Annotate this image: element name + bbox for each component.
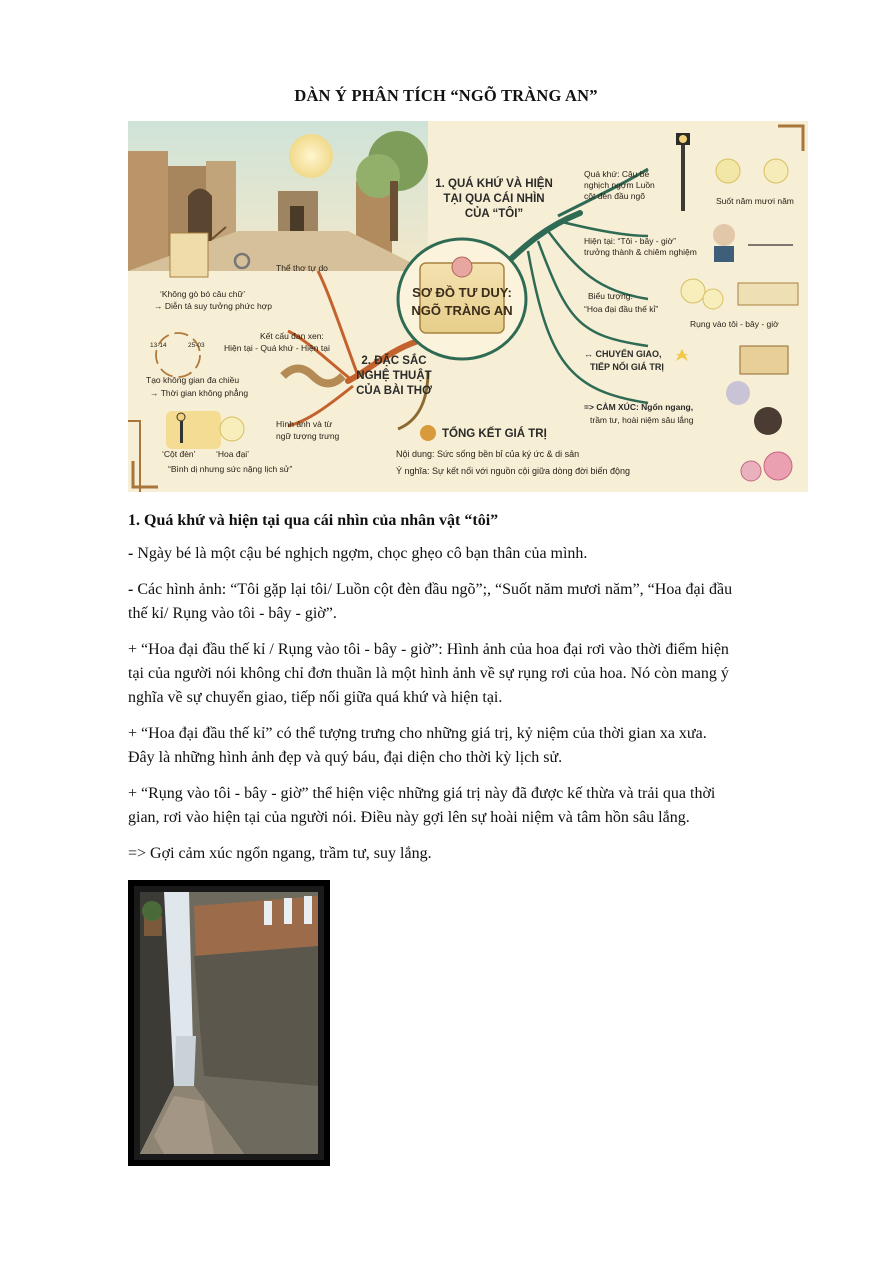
lotus-icon xyxy=(764,452,792,480)
paragraph-5-line2: gian, rơi vào hiện tại của người nói. Điều này gợi lên sự hoài niệm và tâm hồn sâu lắng. xyxy=(128,809,690,826)
flower-icon xyxy=(716,159,740,183)
right-emotion1: => CẢM XÚC: Ngổn ngang, xyxy=(584,402,694,412)
left-scroll-icon xyxy=(170,233,208,277)
summary-content: Nội dung: Sức sống bền bỉ của ký ức & di sản xyxy=(396,449,580,459)
glow-panel xyxy=(166,411,221,449)
paragraph-4-line1: + “Hoa đại đầu thế kỉ” có thể tượng trưng cho những giá trị, kỷ niệm của thời gian xa xưa. xyxy=(128,725,707,742)
small-flower-icon xyxy=(220,417,244,441)
book-icon xyxy=(740,346,788,374)
left-nocage1: ‘Không gò bó câu chữ’ xyxy=(160,289,246,299)
person-silhouette-icon xyxy=(754,407,782,435)
right-transfer2: TIẾP NỐI GIÁ TRỊ xyxy=(590,362,664,372)
flower-icon-2 xyxy=(764,159,788,183)
alley-photo xyxy=(128,880,330,1166)
paragraph-1-text: Ngày bé là một cậu bé nghịch ngợm, chọc ghẹo cô bạn thân của mình. xyxy=(137,545,588,562)
paragraph-1-dash: - xyxy=(128,545,134,562)
left-structure2: Hiện tại - Quá khứ - Hiện tại xyxy=(224,343,330,353)
right-symbol1: Biểu tượng: xyxy=(588,291,633,301)
branch2-line3: CỦA BÀI THƠ xyxy=(356,385,432,397)
page-title: DÀN Ý PHÂN TÍCH “NGÕ TRÀNG AN” xyxy=(294,86,598,105)
paragraph-5-line1: + “Rụng vào tôi - bây - giờ” thể hiện việc những giá trị này đã được kế thừa và trải qua thời xyxy=(128,785,716,802)
left-imagery2: ngữ tượng trưng xyxy=(276,431,340,441)
paragraph-2-dash: - xyxy=(128,581,134,598)
left-structure1: Kết cấu đan xen: xyxy=(260,331,324,341)
right-past1: Quá khứ: Cậu bé xyxy=(584,169,650,179)
paragraph-3-line2: tại của người nói không chỉ đơn thuần là một hình ảnh về sự rụng rơi của hoa. Nó còn mang ý xyxy=(128,665,729,682)
left-simple: “Bình dị nhưng sức nặng lịch sử” xyxy=(168,464,293,474)
flowers-icon xyxy=(681,279,705,303)
left-lamp: ‘Cột đèn’ xyxy=(162,449,196,459)
mindmap-center-line1: SƠ ĐỒ TƯ DUY: xyxy=(412,285,512,300)
paragraph-3-line1: + “Hoa đại đầu thế kỉ / Rụng vào tôi - bây - giờ”: Hình ảnh của hoa đại rơi vào thời điểm hiện xyxy=(128,641,729,658)
branch1-line3: CỦA “TÔI” xyxy=(464,208,524,220)
left-space2: → Thời gian không phẳng xyxy=(150,388,249,398)
moon-icon xyxy=(289,134,333,178)
paragraph-2-line2: thế kỉ/ Rụng vào tôi - bây - giờ”. xyxy=(128,605,337,622)
paragraph-6: => Gợi cảm xúc ngổn ngang, trầm tư, suy lắng. xyxy=(128,845,432,862)
left-date2: 25-03 xyxy=(188,342,205,349)
paragraph-1 xyxy=(128,542,818,566)
right-symbol3: Rụng vào tôi - bây - giờ xyxy=(690,319,779,329)
left-flower: ‘Hoa đại’ xyxy=(216,449,250,459)
right-present2: trưởng thành & chiêm nghiệm xyxy=(584,247,697,257)
paragraph-4-line2: Đây là những hình ảnh đẹp và quý báu, đại diện cho thời kỳ lịch sử. xyxy=(128,749,563,766)
timeline-scroll-icon xyxy=(738,283,798,305)
branch2-line1: 2. ĐẶC SẮC xyxy=(361,355,427,367)
section-heading: 1. Quá khứ và hiện tại qua cái nhìn của nhân vật “tôi” xyxy=(128,512,499,529)
paragraph-3 xyxy=(128,638,818,710)
summary-title: TỔNG KẾT GIÁ TRỊ xyxy=(442,428,547,440)
right-symbol2: “Hoa đại đầu thế kỉ” xyxy=(584,304,659,314)
mindmap-illustration xyxy=(128,121,808,492)
right-present1: Hiện tại: “Tôi - bây - giờ” xyxy=(584,236,677,246)
branch1-line2: TẠI QUA CÁI NHÌN xyxy=(443,193,545,205)
left-space1: Tạo không gian đa chiều xyxy=(146,375,240,385)
branch1-line1: 1. QUÁ KHỨ VÀ HIỆN xyxy=(435,178,553,190)
thinking-man-icon xyxy=(713,224,735,246)
paragraph-4 xyxy=(128,722,818,770)
right-fifty-years: Suốt năm mươi năm xyxy=(716,196,794,206)
left-imagery1: Hình ảnh và từ xyxy=(276,419,333,429)
paragraph-2-line1: Các hình ảnh: “Tôi gặp lại tôi/ Luồn cột đèn đầu ngõ”;, “Suốt năm mươi năm”, “Hoa đại đầu xyxy=(137,581,733,598)
thought-cloud-icon xyxy=(726,381,750,405)
summary-meaning: Ý nghĩa: Sự kết nối với nguồn cội giữa dòng đời biến động xyxy=(396,466,631,476)
scroll-icon xyxy=(420,425,436,441)
branch2-line2: NGHỆ THUẬT xyxy=(356,370,432,382)
paragraph-3-line3: nghĩa về sự chuyển giao, tiếp nối giữa quá khứ và hiện tại. xyxy=(128,689,503,706)
paragraph-5 xyxy=(128,782,818,830)
mindmap-center-line2: NGÕ TRÀNG AN xyxy=(411,303,513,318)
right-emotion2: trầm tư, hoài niệm sâu lắng xyxy=(590,415,694,425)
brain-icon xyxy=(452,257,472,277)
right-transfer1: ↔ CHUYỂN GIAO, xyxy=(584,349,662,359)
right-past3: cột đèn đầu ngõ xyxy=(584,191,645,201)
left-date1: 13-14 xyxy=(150,342,167,349)
left-nocage2: → Diễn tả suy tưởng phức hợp xyxy=(154,301,272,311)
right-past2: nghịch ngợm Luồn xyxy=(584,180,655,190)
left-free-verse: Thể thơ tự do xyxy=(276,263,328,273)
paragraph-2 xyxy=(128,578,818,626)
